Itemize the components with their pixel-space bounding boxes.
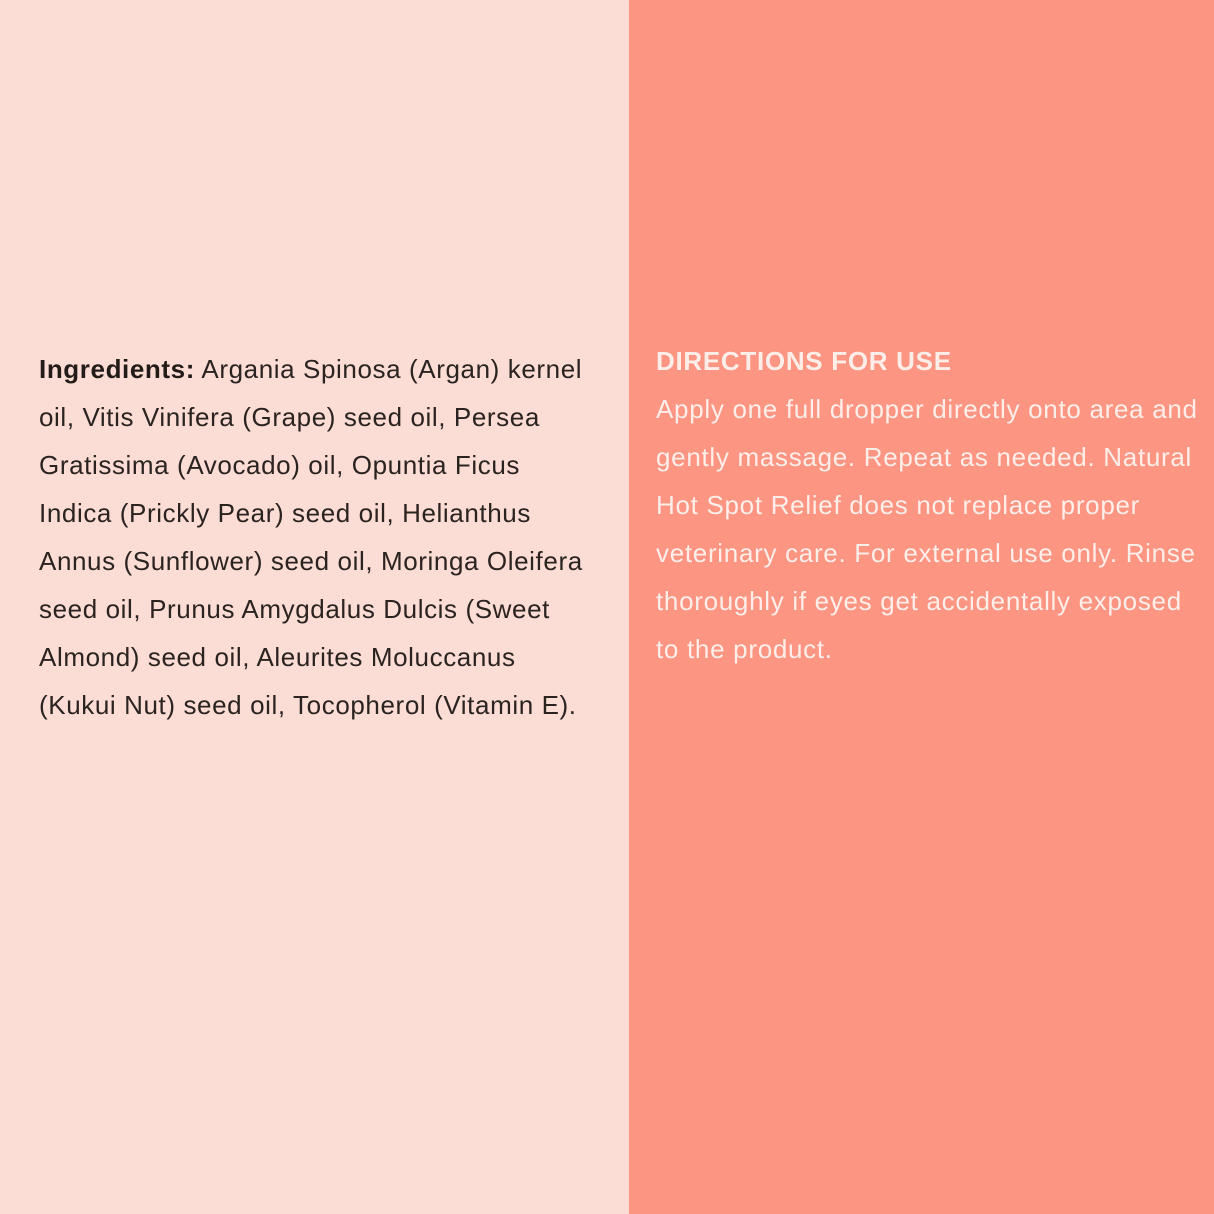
- ingredients-text: [39, 345, 584, 729]
- directions-title: DIRECTIONS FOR USE: [656, 346, 952, 376]
- directions-body: Apply one full dropper directly onto area and gently massage. Repeat as needed. Natural Hot Spot Relief does not replace proper veterinary care. For external use only. Rinse thoroughly if eyes get accidentally exposed to the product.: [656, 394, 1198, 664]
- ingredients-label: Ingredients:: [39, 354, 195, 384]
- ingredients-list: Argania Spinosa (Argan) kernel oil, Vitis Vinifera (Grape) seed oil, Persea Gratissima (Avocado) oil, Opuntia Ficus Indica (Prickly Pear) seed oil, Helianthus Annus (Sunflower) seed oil, Moringa Oleifera seed oil, Prunus Amygdalus Dulcis (Sweet Almond) seed oil, Aleurites Moluccanus (Kukui Nut) seed oil, Tocopherol (Vitamin E).: [39, 354, 583, 720]
